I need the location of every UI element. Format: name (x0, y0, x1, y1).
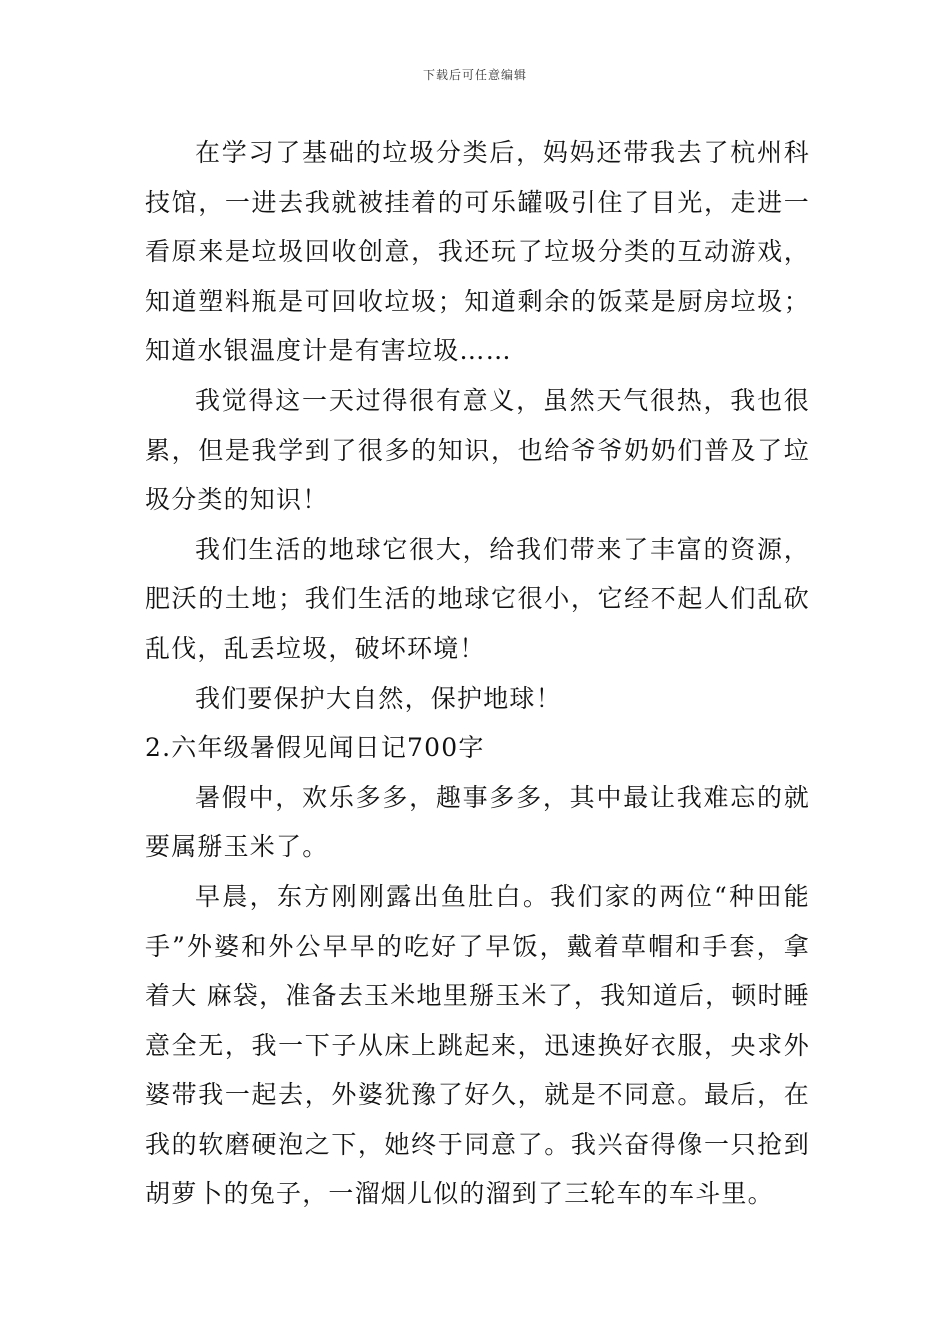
page-header: 下载后可任意编辑 (422, 68, 527, 82)
paragraph-morning: 早晨，东方刚刚露出鱼肚白。我们家的两位“种田能手”外婆和外公早早的吃好了早饭，戴着草帽和手套，拿着大 麻袋，准备去玉米地里掰玉米了，我知道后，顿时睡意全无，我一下子从床上跳起来，迅速换好衣服，央求外婆带我一起去，外婆犹豫了好久，就是不同意。最后，在我的软磨硬泡之下，她终于同意了。我兴奋得像一只抢到胡萝卜的兔子，一溜烟儿似的溜到了三轮车的车斗里。 (145, 881, 810, 1209)
paragraph-meaningful-day: 我觉得这一天过得很有意义，虽然天气很热，我也很累，但是我学到了很多的知识，也给爷爷奶奶们普及了垃圾分类的知识！ (145, 385, 810, 515)
paragraph-summer-intro: 暑假中，欢乐多多，趣事多多，其中最让我难忘的就要属掰玉米了。 (145, 782, 810, 862)
document-body (145, 128, 810, 1219)
section-heading: 2.六年级暑假见闻日记700字 (145, 733, 485, 763)
paragraph-protect-earth: 我们要保护大自然，保护地球！ (195, 683, 562, 713)
paragraph-earth: 我们生活的地球它很大，给我们带来了丰富的资源，肥沃的土地；我们生活的地球它很小，它经不起人们乱砍乱伐，乱丢垃圾，破坏环境！ (145, 534, 810, 663)
paragraph-science-museum: 在学习了基础的垃圾分类后，妈妈还带我去了杭州科技馆，一进去我就被挂着的可乐罐吸引住了目光，走进一看原来是垃圾回收创意，我还玩了垃圾分类的互动游戏，知道塑料瓶是可回收垃圾；知道剩余的饭菜是厨房垃圾；知道水银温度计是有害垃圾…… (145, 138, 810, 366)
